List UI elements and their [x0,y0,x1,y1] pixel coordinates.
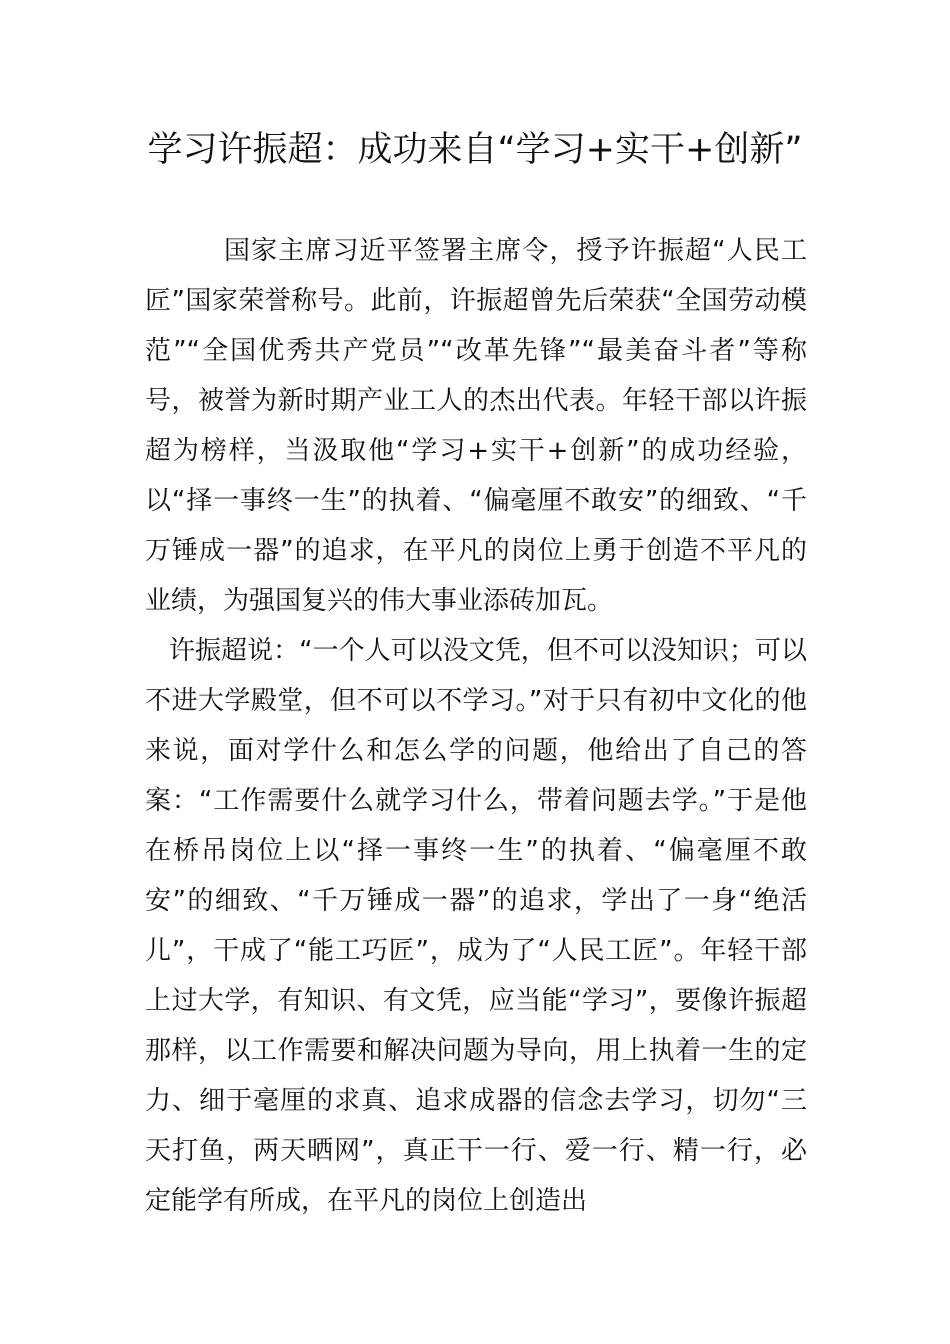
paragraph-1: 国家主席习近平签署主席令，授予许振超“人民工匠”国家荣誉称号。此前，许振超曾先后荣获“全国劳动模范”“全国优秀共产党员”“改革先锋”“最美奋斗者”等称号，被誉为新时期产业工人的杰出代表。年轻干部以许振超为榜样，当汲取他“学习+实干+创新”的成功经验，以“择一事终一生”的执着、“偏毫厘不敢安”的细致、“千万锤成一器”的追求，在平凡的岗位上勇于创造不平凡的业绩，为强国复兴的伟大事业添砖加瓦。 [145,236,807,616]
article-body [145,226,807,1226]
paragraph-2: 许振超说：“一个人可以没文凭，但不可以没知识；可以不进大学殿堂，但不可以不学习。”对于只有初中文化的他来说，面对学什么和怎么学的问题，他给出了自己的答案：“工作需要什么就学习什么，带着问题去学。”于是他在桥吊岗位上以“择一事终一生”的执着、“偏毫厘不敢安”的细致、“千万锤成一器”的追求，学出了一身“绝活儿”，干成了“能工巧匠”，成为了“人民工匠”。年轻干部上过大学，有知识、有文凭，应当能“学习”，要像许振超那样，以工作需要和解决问题为导向，用上执着一生的定力、细于毫厘的求真、追求成器的信念去学习，切勿“三天打鱼，两天晒网”，真正干一行、爱一行、精一行，必定能学有所成，在平凡的岗位上创造出 [145,636,807,1216]
article-title: 学习许振超：成功来自“学习+实干+创新” [147,130,803,170]
